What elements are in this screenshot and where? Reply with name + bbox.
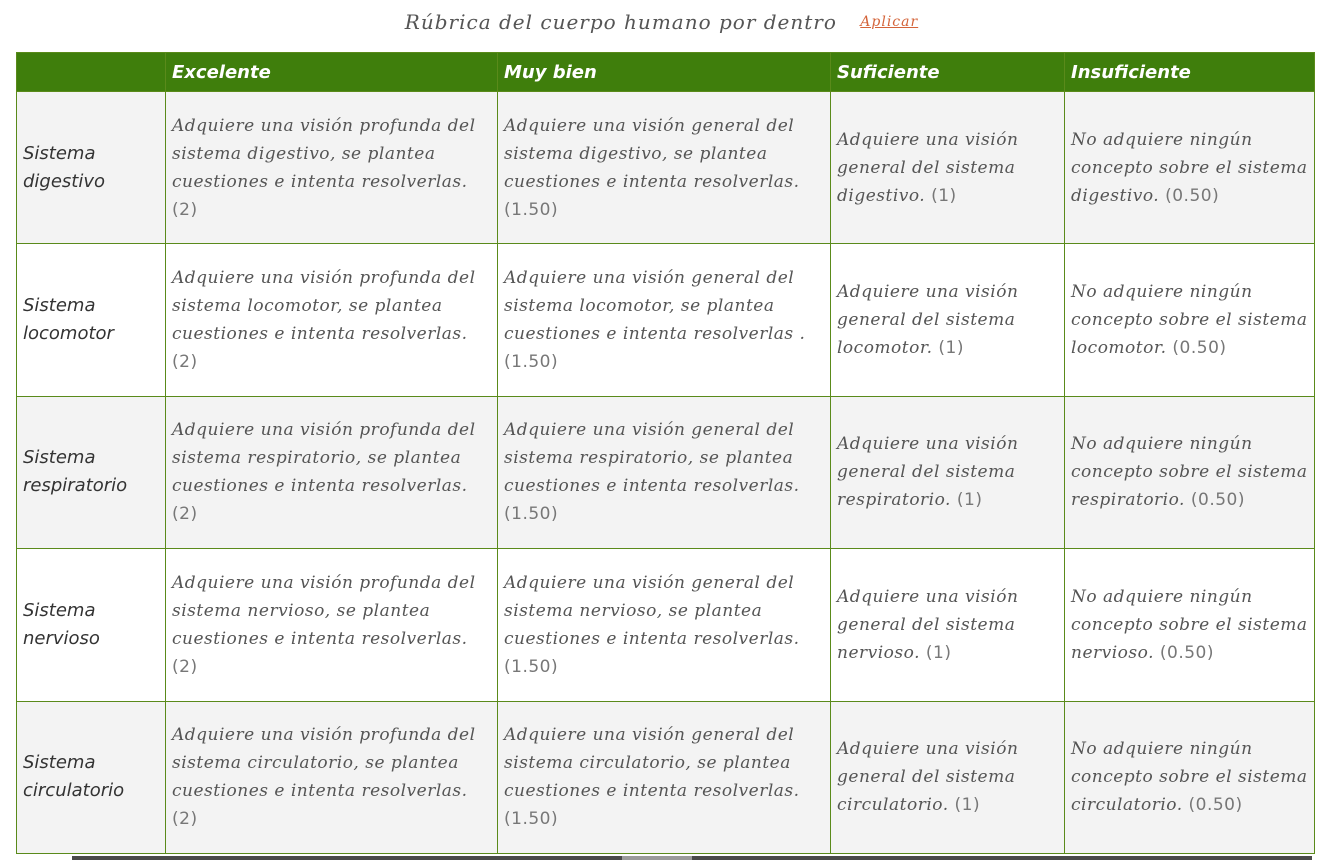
table-row [17, 701, 1315, 853]
rubric-cell [166, 92, 498, 244]
criterion-text: Adquiere una visión general del sistema locomotor, se plantea cuestiones e intenta resolverlas . [504, 268, 806, 345]
rubric-cell [1065, 701, 1315, 853]
rubric-cell [1065, 244, 1315, 396]
criterion-text: Adquiere una visión profunda del sistema respiratorio, se plantea cuestiones e intenta resolverlas. [172, 420, 476, 497]
table-row [17, 244, 1315, 396]
rubric-cell [831, 396, 1065, 548]
criterion-text: No adquiere ningún concepto sobre el sistema circulatorio. [1071, 739, 1308, 816]
score-value: (1) [938, 338, 965, 359]
row-header: Sistema nervioso [17, 549, 166, 701]
criterion-text: Adquiere una visión profunda del sistema circulatorio, se plantea cuestiones e intenta resolverlas. [172, 725, 476, 802]
score-value: (2) [172, 656, 198, 677]
criterion-text: Adquiere una visión profunda del sistema digestivo, se plantea cuestiones e intenta resolverlas. [172, 115, 476, 192]
score-value: (2) [172, 504, 198, 525]
row-header: Sistema digestivo [17, 92, 166, 244]
criterion-text: Adquiere una visión profunda del sistema nervioso, se plantea cuestiones e intenta resolverlas. [172, 572, 476, 649]
horizontal-scrollbar[interactable] [72, 856, 1312, 860]
corner-cell [17, 53, 166, 92]
criterion-text: Adquiere una visión general del sistema nervioso. [837, 586, 1019, 663]
rubric-table [16, 52, 1315, 854]
rubric-cell [831, 92, 1065, 244]
row-header: Sistema respiratorio [17, 396, 166, 548]
column-header-insuficiente: Insuficiente [1065, 53, 1315, 92]
rubric-cell [166, 549, 498, 701]
score-value: (1.50) [504, 504, 559, 525]
page-title: Rúbrica del cuerpo humano por dentro [404, 10, 837, 34]
criterion-text: Adquiere una visión general del sistema locomotor. [837, 282, 1019, 359]
score-value: (1.50) [504, 809, 559, 830]
table-row [17, 92, 1315, 244]
rubric-cell [1065, 549, 1315, 701]
rubric-cell [831, 549, 1065, 701]
rubric-cell [831, 701, 1065, 853]
criterion-text: Adquiere una visión profunda del sistema locomotor, se plantea cuestiones e intenta resolverlas. [172, 268, 476, 345]
criterion-text: Adquiere una visión general del sistema digestivo, se plantea cuestiones e intenta resolverlas. [504, 115, 800, 192]
criterion-text: Adquiere una visión general del sistema circulatorio, se plantea cuestiones e intenta resolverlas. [504, 725, 800, 802]
row-header: Sistema circulatorio [17, 701, 166, 853]
score-value: (1.50) [504, 352, 559, 373]
table-row [17, 396, 1315, 548]
rubric-cell [498, 396, 831, 548]
rubric-cell [498, 549, 831, 701]
apply-link[interactable]: Aplicar [860, 14, 919, 30]
row-header: Sistema locomotor [17, 244, 166, 396]
score-value: (2) [172, 352, 198, 373]
rubric-cell [166, 396, 498, 548]
criterion-text: Adquiere una visión general del sistema nervioso, se plantea cuestiones e intenta resolverlas. [504, 572, 800, 649]
table-row [17, 549, 1315, 701]
rubric-cell [1065, 92, 1315, 244]
rubric-cell [166, 701, 498, 853]
criterion-text: No adquiere ningún concepto sobre el sistema respiratorio. [1071, 434, 1308, 511]
score-value: (0.50) [1190, 490, 1245, 511]
rubric-cell [166, 244, 498, 396]
score-value: (0.50) [1188, 795, 1243, 816]
criterion-text: Adquiere una visión general del sistema respiratorio, se plantea cuestiones e intenta resolverlas. [504, 420, 800, 497]
criterion-text: No adquiere ningún concepto sobre el sistema nervioso. [1071, 586, 1308, 663]
rubric-cell [498, 92, 831, 244]
criterion-text: Adquiere una visión general del sistema respiratorio. [837, 434, 1019, 511]
score-value: (1) [925, 642, 952, 663]
title-bar [0, 10, 1323, 34]
column-header-excelente: Excelente [166, 53, 498, 92]
score-value: (0.50) [1172, 338, 1227, 359]
criterion-text: Adquiere una visión general del sistema circulatorio. [837, 739, 1019, 816]
rubric-cell [498, 701, 831, 853]
score-value: (1) [954, 795, 981, 816]
score-value: (0.50) [1159, 642, 1215, 663]
header-row [17, 53, 1315, 92]
score-value: (0.50) [1165, 185, 1220, 206]
criterion-text: No adquiere ningún concepto sobre el sistema locomotor. [1071, 282, 1308, 359]
column-header-muy-bien: Muy bien [498, 53, 831, 92]
criterion-text: Adquiere una visión general del sistema digestivo. [837, 129, 1019, 206]
column-header-suficiente: Suficiente [831, 53, 1065, 92]
score-value: (1.50) [504, 199, 559, 220]
rubric-cell [831, 244, 1065, 396]
score-value: (2) [172, 199, 198, 220]
scrollbar-thumb[interactable] [622, 856, 692, 860]
score-value: (2) [172, 809, 198, 830]
score-value: (1.50) [504, 656, 559, 677]
score-value: (1) [956, 490, 983, 511]
rubric-cell [498, 244, 831, 396]
score-value: (1) [931, 185, 957, 206]
criterion-text: No adquiere ningún concepto sobre el sistema digestivo. [1071, 129, 1308, 206]
rubric-cell [1065, 396, 1315, 548]
